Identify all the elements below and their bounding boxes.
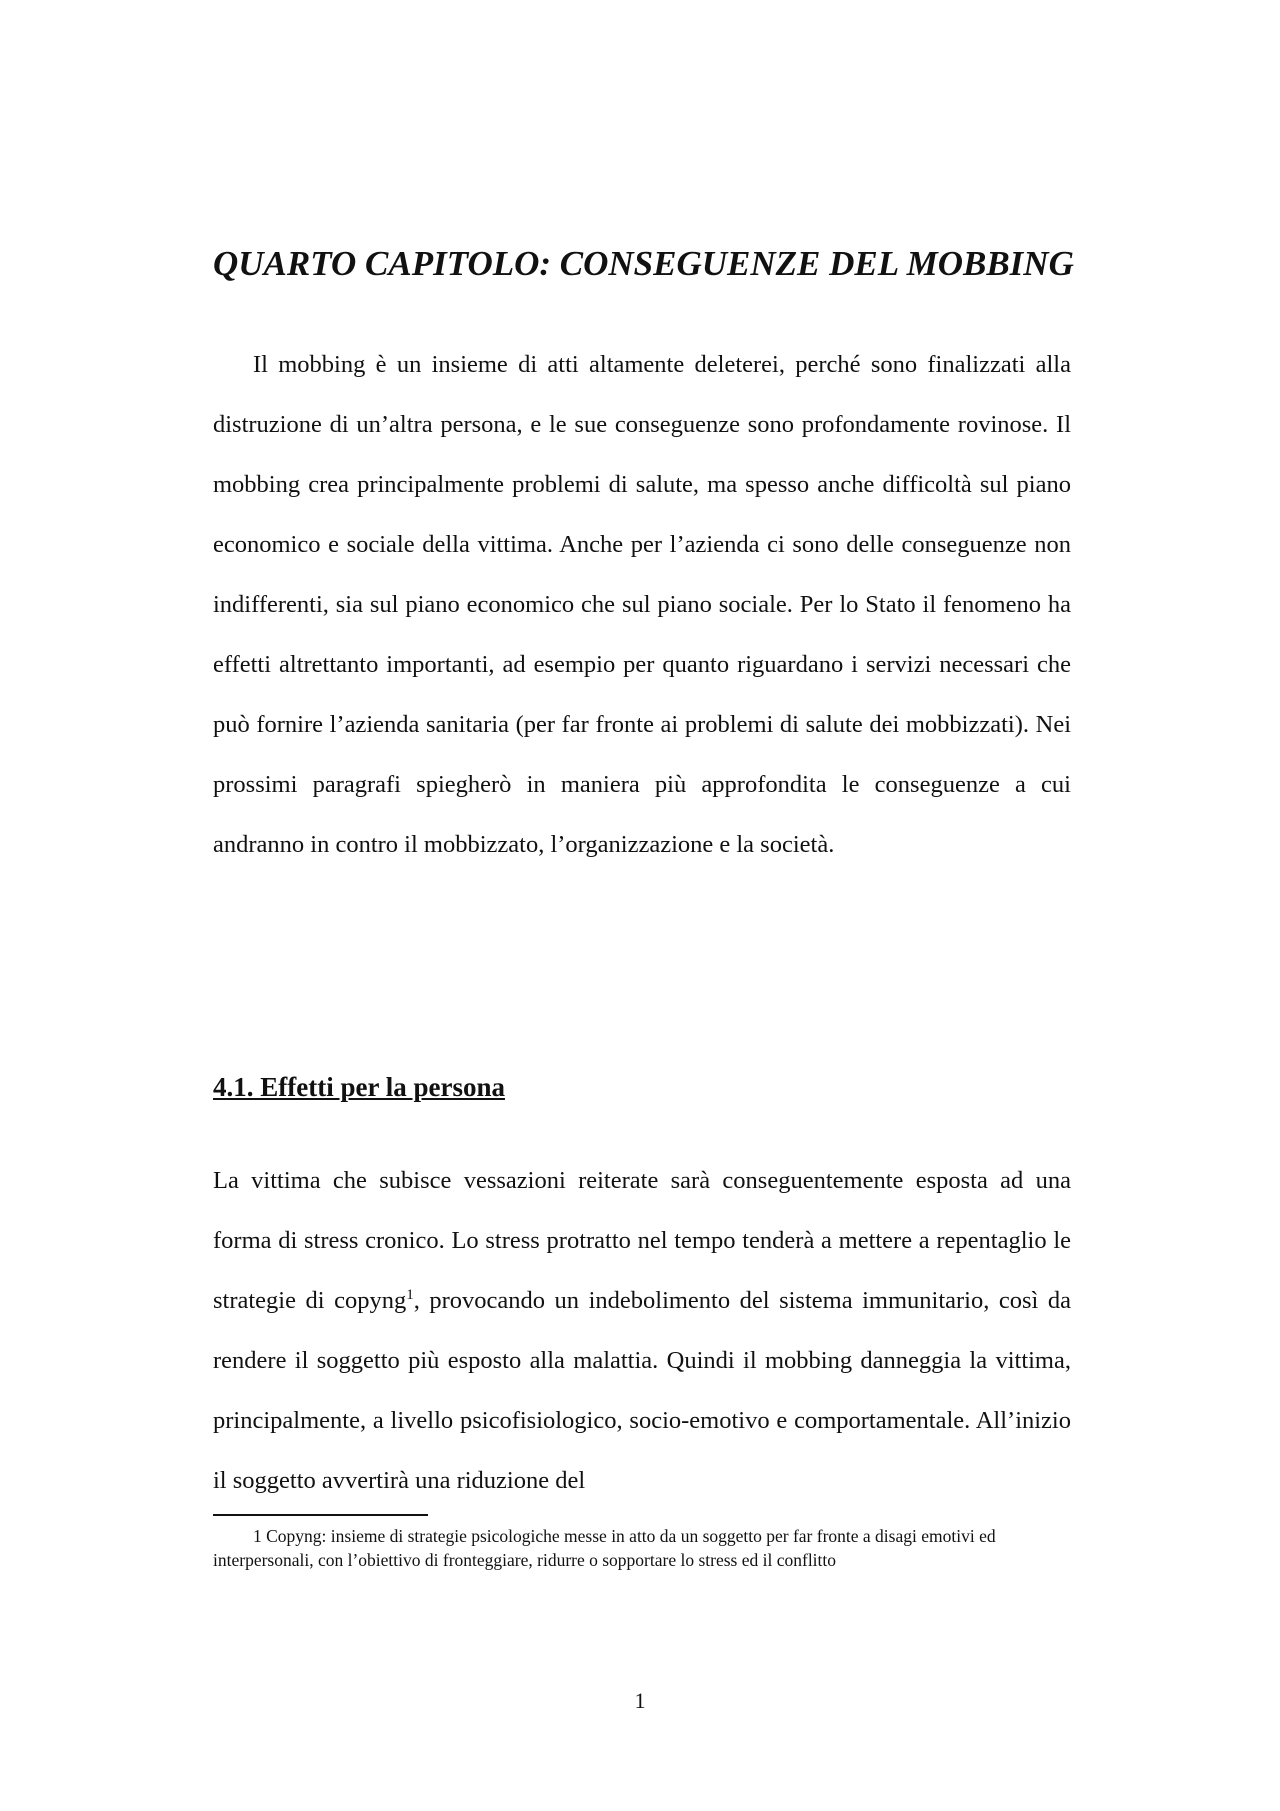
chapter-title: QUARTO CAPITOLO: CONSEGUENZE DEL MOBBING <box>213 244 1074 283</box>
footnote-number: 1 <box>253 1526 262 1546</box>
section-paragraph <box>213 1151 1071 1511</box>
footnote-text: Copyng: insieme di strategie psicologiche messe in atto da un soggetto per far fronte a disagi emotivi ed interpersonali, con l’obiettivo di fronteggiare, ridurre o sopportare lo stress ed il conflitto <box>213 1526 996 1570</box>
footnote-separator <box>213 1514 428 1516</box>
intro-paragraph: Il mobbing è un insieme di atti altamente deleterei, perché sono finalizzati alla distruzione di un’altra persona, e le sue conseguenze sono profondamente rovinose. Il mobbing crea principalmente problemi di salute, ma spesso anche difficoltà sul piano economico e sociale della vittima. Anche per l’azienda ci sono delle conseguenze non indifferenti, sia sul piano economico che sul piano sociale. Per lo Stato il fenomeno ha effetti altrettanto importanti, ad esempio per quanto riguardano i servizi necessari che può fornire l’azienda sanitaria (per far fronte ai problemi di salute dei mobbizzati). Nei prossimi paragrafi spiegherò in maniera più approfondita le conseguenze a cui andranno in contro il mobbizzato, l’organizzazione e la società. <box>213 351 1071 858</box>
footnote-reference[interactable]: 1 <box>406 1286 414 1303</box>
footnote <box>213 1524 1071 1572</box>
section-heading: 4.1. Effetti per la persona <box>213 1072 505 1102</box>
section-paragraph-text-start: La vittima che subisce vessazioni reiterate sarà conseguentemente esposta ad una forma di stress cronico. Lo stress protratto nel tempo tenderà a mettere a repentaglio le strategie di copyng <box>213 1167 1071 1314</box>
page-number: 1 <box>634 1688 646 1713</box>
section-paragraph-text-end: , provocando un indebolimento del sistema immunitario, così da rendere il soggetto più esposto alla malattia. Quindi il mobbing danneggia la vittima, principalmente, a livello psicofisiologico, socio-emotivo e comportamentale. All’inizio il soggetto avvertirà una riduzione del <box>213 1287 1071 1494</box>
